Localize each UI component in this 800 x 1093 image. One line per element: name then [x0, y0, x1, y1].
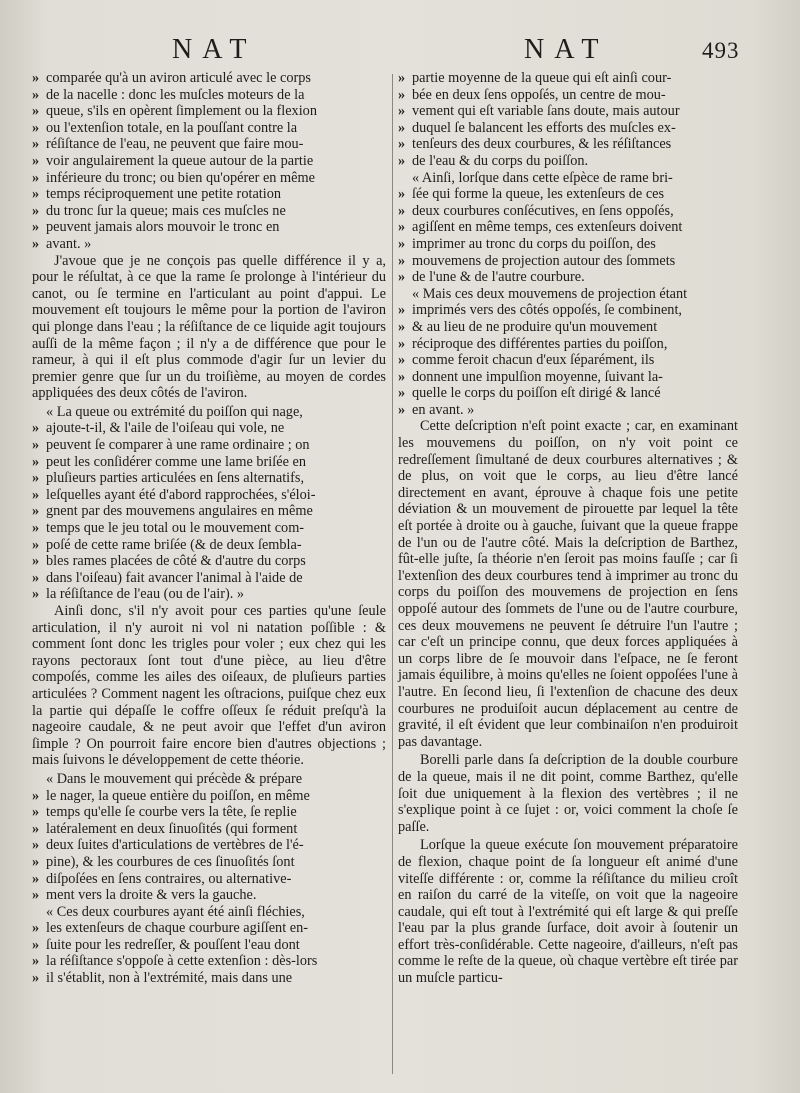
quote-line-text: ſée qui forme la queue, les extenſeurs de ces: [412, 186, 665, 203]
quote-marker: »: [398, 235, 406, 252]
quote-line: [398, 319, 738, 336]
quote-line: [398, 236, 738, 253]
quote-marker: »: [398, 401, 406, 418]
quote-line-text: en avant. »: [412, 401, 475, 418]
quote-line-text: mouvemens de projection autour des ſommets: [412, 252, 676, 269]
quote-line-text: peuvent ſe comparer à une rame ordinaire ; on: [46, 437, 310, 454]
quote-marker: »: [32, 169, 40, 186]
column-divider: [392, 74, 393, 1074]
quote-marker: »: [398, 152, 406, 169]
quote-line: [32, 454, 386, 471]
quote-block: [398, 170, 738, 286]
quote-marker: »: [32, 870, 40, 887]
quote-line-text: comme feroit chacun d'eux ſéparément, ils: [412, 352, 655, 369]
quote-marker: »: [32, 486, 40, 503]
quote-line: [32, 970, 386, 987]
quote-line-text: pine), & les courbures de ces ſinuoſités ſont: [46, 853, 295, 870]
quote-line-text: avant. »: [46, 235, 92, 252]
paragraph: Borelli parle dans ſa deſcription de la double courbure de la queue, mais il ne dit point, comme Barthez, qu'elle ſoit due uniquement à la flexion des vertèbres ; il ne s'explique point à ce ſujet : or, voici comment la choſe ſe paſſe.: [398, 752, 738, 835]
quote-line-text: pluſieurs parties articulées en ſens alternatifs,: [46, 470, 305, 487]
quote-line: [32, 404, 386, 421]
quote-marker: »: [32, 202, 40, 219]
quote-line-text: bée en deux ſens oppoſés, un centre de mou-: [412, 86, 666, 103]
quote-line: [32, 771, 386, 788]
quote-marker: »: [32, 569, 40, 586]
quote-marker: »: [32, 936, 40, 953]
quote-line-text: diſpoſées en ſens contraires, ou alternative-: [46, 870, 292, 887]
quote-marker: »: [32, 787, 40, 804]
quote-line: [398, 170, 738, 187]
quote-marker: »: [398, 136, 406, 153]
paragraph: J'avoue que je ne conçois pas quelle différence il y a, pour le réſultat, à ce que la rame ſe prolonge à l'intérieur du canot, ou ſe termine en l'articulant au point d'appui. Le mouvement eſt toujours le même pour la portion de l'aviron qui plonge dans l'eau ; la réſiſtance de ce liquide agit toujours auſſi de la même façon ; il n'y a de différence que pour le rameur, à qui il eſt plus commode d'agir ſur un levier du premier genre que ſur un du troiſième, au moyen de cordes appliquées des deux côtés de l'aviron.: [32, 252, 386, 402]
quote-marker: »: [398, 219, 406, 236]
quote-line-text: vement qui eſt variable ſans doute, mais autour: [412, 103, 680, 120]
quote-block: [398, 70, 738, 170]
quote-line-text: du tronc ſur la queue; mais ces muſcles ne: [46, 202, 286, 219]
quote-line: [32, 153, 386, 170]
quote-line-text: bles rames placées de côté & d'autre du corps: [46, 553, 306, 570]
quote-line-text: imprimés vers des côtés oppoſés, ſe combinent,: [412, 302, 682, 319]
quote-line-text: ajoute-t-il, & l'aile de l'oiſeau qui vole, ne: [46, 420, 285, 437]
quote-line: [398, 136, 738, 153]
quote-line: [32, 821, 386, 838]
quote-block: [32, 771, 386, 904]
quote-marker: »: [398, 103, 406, 120]
quote-marker: »: [32, 103, 40, 120]
running-head-right: NAT: [524, 34, 609, 65]
quote-marker: »: [398, 269, 406, 286]
quote-line: [398, 369, 738, 386]
quote-block: [32, 904, 386, 987]
quote-line: [398, 269, 738, 286]
quote-line: [32, 470, 386, 487]
quote-marker: »: [398, 385, 406, 402]
quote-marker: »: [398, 368, 406, 385]
quote-marker: »: [32, 136, 40, 153]
quote-line: [32, 537, 386, 554]
quote-line-text: comparée qu'à un aviron articulé avec le corps: [46, 70, 311, 86]
quote-line-text: « La queue ou extrémité du poiſſon qui nage,: [46, 403, 303, 420]
quote-marker: »: [398, 119, 406, 136]
quote-line: [398, 120, 738, 137]
quote-line: [32, 219, 386, 236]
quote-line: [32, 437, 386, 454]
quote-line-text: deux ſuites d'articulations de vertèbres de l'é-: [46, 837, 304, 854]
quote-line-text: deux courbures conſécutives, en ſens oppoſés,: [412, 202, 674, 219]
quote-marker: »: [32, 920, 40, 937]
quote-line: [398, 153, 738, 170]
quote-line-text: leſquelles ayant été d'abord rapprochées, s'éloi-: [46, 486, 316, 503]
page-number: 493: [702, 38, 740, 63]
quote-marker: »: [398, 302, 406, 319]
quote-marker: »: [32, 503, 40, 520]
quote-line: [32, 420, 386, 437]
quote-line-text: peuvent jamais alors mouvoir le tronc en: [46, 219, 280, 236]
quote-line: [32, 170, 386, 187]
quote-line-text: « Ces deux courbures ayant été ainſi fléchies,: [46, 903, 305, 920]
quote-marker: »: [32, 70, 40, 86]
quote-line-text: les extenſeurs de chaque courbure agiſſent en-: [46, 920, 308, 937]
paragraph: Lorſque la queue exécute ſon mouvement préparatoire de flexion, chaque point de ſa longueur eſt animé d'une viteſſe différente : or, comme la réſiſtance du milieu croît en raiſon du carré de la viteſſe, on voit que la nageoire caudale, qui eſt tout à l'extrémité qui eſt large & qui preſſe l'eau par la plus grande ſurface, doit avoir à ſoutenir un effort très-conſidérable. Cette nageoire, d'ailleurs, n'eſt pas comme le reſte de la queue, où chaque vertèbre eſt tirée par un muſcle particu-: [398, 837, 738, 987]
quote-marker: »: [398, 352, 406, 369]
quote-line: [398, 402, 738, 419]
running-header: [0, 34, 800, 70]
quote-line-text: gnent par des mouvemens angulaires en même: [46, 503, 313, 520]
quote-marker: »: [32, 586, 40, 603]
quote-line: [32, 904, 386, 921]
quote-marker: »: [32, 219, 40, 236]
quote-marker: »: [32, 820, 40, 837]
quote-marker: »: [398, 202, 406, 219]
quote-marker: »: [32, 970, 40, 987]
quote-marker: »: [32, 420, 40, 437]
quote-marker: »: [32, 470, 40, 487]
quote-line-text: voir angulairement la queue autour de la partie: [46, 152, 314, 169]
quote-line-text: dans l'oiſeau) fait avancer l'animal à l'aide de: [46, 569, 303, 586]
quote-line-text: de l'une & de l'autre courbure.: [412, 269, 585, 286]
quote-line-text: le nager, la queue entière du poiſſon, en même: [46, 787, 310, 804]
quote-block: [32, 404, 386, 603]
quote-marker: »: [32, 186, 40, 203]
quote-line-text: partie moyenne de la queue qui eſt ainſi cour-: [412, 70, 672, 86]
quote-line-text: queue, s'ils en opèrent ſimplement ou la flexion: [46, 103, 317, 120]
quote-line: [32, 920, 386, 937]
quote-line-text: de la nacelle : donc les muſcles moteurs de la: [46, 86, 305, 103]
quote-line: [398, 286, 738, 303]
quote-marker: »: [398, 86, 406, 103]
quote-line-text: duquel ſe balancent les efforts des muſcles ex-: [412, 119, 676, 136]
quote-line: [32, 553, 386, 570]
quote-line-text: il s'établit, non à l'extrémité, mais dans une: [46, 970, 293, 987]
right-column: [398, 70, 738, 989]
quote-line: [32, 487, 386, 504]
quote-line: [398, 219, 738, 236]
quote-marker: »: [398, 252, 406, 269]
quote-line-text: la réſiſtance s'oppoſe à cette extenſion : dès-lors: [46, 953, 318, 970]
quote-line-text: « Ainſi, lorſque dans cette eſpèce de rame bri-: [412, 169, 673, 186]
quote-marker: »: [32, 520, 40, 537]
quote-marker: »: [32, 437, 40, 454]
quote-marker: »: [32, 119, 40, 136]
quote-marker: »: [398, 186, 406, 203]
quote-line: [398, 103, 738, 120]
quote-line: [398, 385, 738, 402]
quote-line: [398, 70, 738, 87]
quote-line: [32, 87, 386, 104]
quote-marker: »: [398, 335, 406, 352]
quote-line: [32, 70, 386, 87]
quote-line-text: temps qu'elle ſe courbe vers la tête, ſe replie: [46, 804, 297, 821]
paragraph: Cette deſcription n'eſt point exacte ; car, en examinant les mouvemens du poiſſon, on n'y voit point ce redreſſement ſimultané de deux courbures alternatives ; & de plus, on voit que le corps, au lieu d'être lancé directement en avant, éprouve à chaque fois une petite déviation & un mouvement de pirouette par lequel la tête eſt portée à droite ou à gauche, ſuivant que la queue frappe de l'un ou de l'autre côté. Mais la deſcription de Barthez, fût-elle juſte, ſa théorie n'en ſeroit pas moins fauſſe ; car ſi l'extenſion des deux courbures tend à imprimer au tronc du corps du poiſſon des mouvemens de projection en ſens oppoſé autour des ſommets de l'une ou de l'autre courbure, ces deux mouvemens ne peuvent ſe détruire l'un l'autre ; car c'eſt un principe connu, que deux forces appliquées à un corps libre de ſe mouvoir dans l'eſpace, ne ſe feront jamais équilibre, à moins qu'elles ne ſoient oppoſées l'une à l'autre. En ſecond lieu, ſi l'extenſion de chacune des deux courbures ne produiſoit aucun déplacement au centre de gravité, il eſt évident que leur combinaiſon n'en produiroit pas davantage.: [398, 418, 738, 750]
quote-marker: »: [32, 453, 40, 470]
quote-line-text: réſiſtance de l'eau, ne peuvent que faire mou-: [46, 136, 304, 153]
quote-line: [32, 236, 386, 253]
quote-line-text: quelle le corps du poiſſon eſt dirigé & lancé: [412, 385, 661, 402]
quote-marker: »: [32, 837, 40, 854]
quote-line-text: imprimer au tronc du corps du poiſſon, des: [412, 235, 656, 252]
quote-line: [398, 203, 738, 220]
quote-line-text: poſé de cette rame briſée (& de deux ſembla-: [46, 536, 302, 553]
quote-line: [32, 503, 386, 520]
quote-marker: »: [32, 887, 40, 904]
quote-line: [32, 570, 386, 587]
quote-marker: »: [32, 853, 40, 870]
quote-line-text: de l'eau & du corps du poiſſon.: [412, 152, 589, 169]
quote-line-text: inférieure du tronc; ou bien qu'opérer en même: [46, 169, 315, 186]
quote-line-text: latéralement en deux ſinuoſités (qui forment: [46, 820, 298, 837]
quote-marker: »: [398, 70, 406, 86]
quote-line: [32, 953, 386, 970]
quote-line: [32, 103, 386, 120]
quote-line: [398, 87, 738, 104]
quote-line-text: réciproque des différentes parties du poiſſon,: [412, 335, 668, 352]
quote-block: [398, 286, 738, 419]
quote-line-text: « Dans le mouvement qui précède & prépare: [46, 770, 303, 787]
quote-line: [398, 253, 738, 270]
quote-line: [398, 352, 738, 369]
quote-line: [32, 788, 386, 805]
quote-marker: »: [398, 318, 406, 335]
quote-line: [32, 871, 386, 888]
quote-line: [32, 937, 386, 954]
left-column: [32, 70, 386, 987]
quote-line-text: & au lieu de ne produire qu'un mouvement: [412, 318, 658, 335]
quote-line: [32, 854, 386, 871]
quote-marker: »: [32, 235, 40, 252]
quote-line-text: la réſiſtance de l'eau (ou de l'air). »: [46, 586, 245, 603]
quote-line-text: peut les conſidérer comme une lame briſée en: [46, 453, 307, 470]
quote-line-text: tenſeurs des deux courbures, & les réſiſtances: [412, 136, 672, 153]
quote-line-text: « Mais ces deux mouvemens de projection étant: [412, 285, 688, 302]
quote-line-text: ou l'extenſion totale, en la pouſſant contre la: [46, 119, 298, 136]
quote-line: [32, 586, 386, 603]
quote-line: [32, 120, 386, 137]
quote-line: [32, 837, 386, 854]
quote-block: [32, 70, 386, 253]
running-head-left: NAT: [172, 34, 257, 65]
quote-line-text: ment vers la droite & vers la gauche.: [46, 887, 257, 904]
paragraph: Ainſi donc, s'il n'y avoit pour ces parties qu'une ſeule articulation, il n'y auroit ni vol ni natation poſſible : & comment ſont donc les trigles pour voler ; eux chez qui les rayons pectoraux ſont tout d'une pièce, au lieu d'être compoſés, comme les ailes des oiſeaux, de pluſieurs parties articulées ? Comment nagent les oſtracions, puiſque chez eux la partie qui dépaſſe le coffre oſſeux ſe réduit preſqu'à la nageoire caudale, & ne peut avoir que l'effet d'un aviron ſimple ? On pourroit faire encore bien d'autres objections ; mais ſuivons le développement de cette théorie.: [32, 603, 386, 769]
quote-line-text: ſuite pour les redreſſer, & pouſſent l'eau dont: [46, 936, 300, 953]
quote-line: [32, 203, 386, 220]
quote-line-text: donnent une impulſion moyenne, ſuivant la-: [412, 368, 663, 385]
quote-line: [32, 186, 386, 203]
quote-line: [398, 336, 738, 353]
quote-marker: »: [32, 536, 40, 553]
quote-line: [32, 887, 386, 904]
quote-marker: »: [32, 804, 40, 821]
quote-line: [32, 136, 386, 153]
quote-line-text: temps réciproquement une petite rotation: [46, 186, 282, 203]
quote-line: [32, 804, 386, 821]
quote-line: [32, 520, 386, 537]
quote-marker: »: [32, 953, 40, 970]
quote-marker: »: [32, 553, 40, 570]
quote-marker: »: [32, 86, 40, 103]
quote-line: [398, 186, 738, 203]
quote-marker: »: [32, 152, 40, 169]
quote-line-text: agiſſent en même temps, ces extenſeurs doivent: [412, 219, 683, 236]
quote-line-text: temps que le jeu total ou le mouvement com-: [46, 520, 305, 537]
quote-line: [398, 302, 738, 319]
